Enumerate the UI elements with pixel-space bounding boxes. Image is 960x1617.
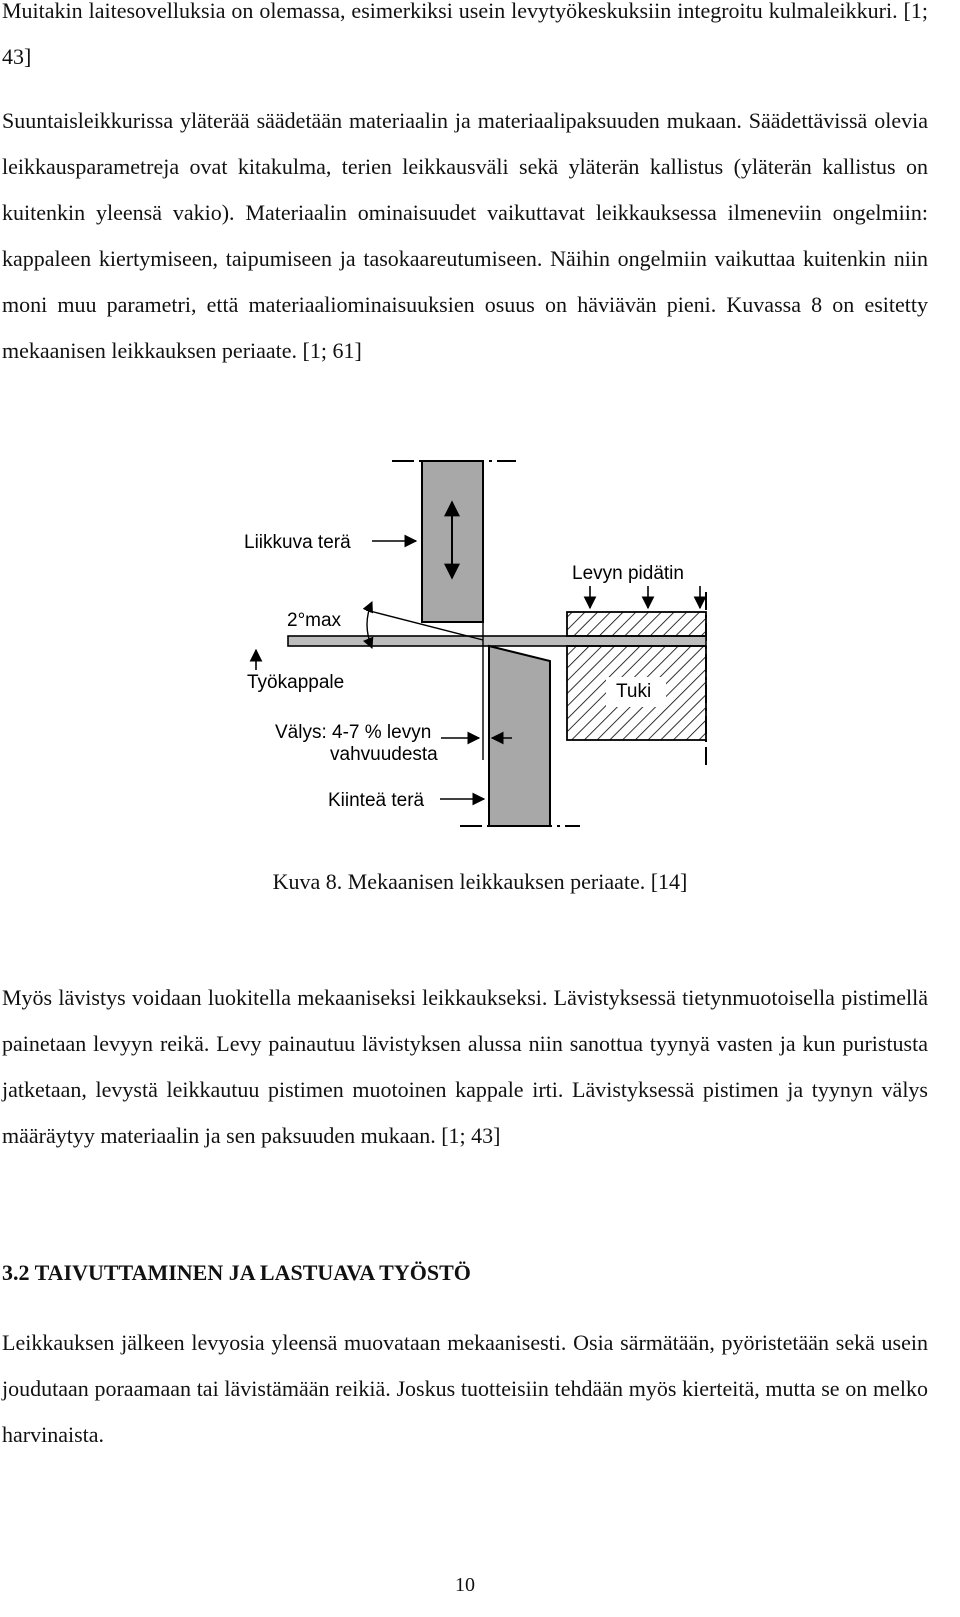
page-number: 10 bbox=[455, 1574, 475, 1596]
label-moving-blade: Liikkuva terä bbox=[244, 532, 351, 553]
label-fixed-blade: Kiinteä terä bbox=[328, 790, 425, 811]
fixed-blade-shape bbox=[489, 646, 550, 826]
figure-caption: Kuva 8. Mekaanisen leikkauksen periaate. [14] bbox=[272, 869, 688, 894]
section-heading: 3.2 TAIVUTTAMINEN JA LASTUAVA TYÖSTÖ bbox=[2, 1260, 471, 1285]
label-workpiece: Työkappale bbox=[247, 672, 345, 693]
label-sheet-holder: Levyn pidätin bbox=[572, 563, 684, 584]
paragraph-forming: Leikkauksen jälkeen levyosia yleensä muovataan mekaanisesti. Osia särmätään, pyöristetään sekä usein joudutaan poraamaan tai lävistämään reikiä. Joskus tuotteisiin tehdään myös kierteitä, mutta se on melko harvinaista. bbox=[2, 1330, 928, 1447]
shearing-figure bbox=[0, 440, 960, 840]
shearing-diagram bbox=[0, 440, 960, 840]
label-clearance-2: vahvuudesta bbox=[330, 744, 438, 765]
label-angle: 2°max bbox=[287, 610, 342, 631]
label-clearance-1: Välys: 4-7 % levyn bbox=[275, 722, 432, 743]
sheet-shape bbox=[288, 636, 706, 646]
paragraph-punching: Myös lävistys voidaan luokitella mekaaniseksi leikkaukseksi. Lävistyksessä tietynmuotoisella pistimellä painetaan levyyn reikä. Levy painautuu lävistyksen alussa niin sanottua tyynyä vasten ja kun puristusta jatketaan, levystä leikkautuu pistimen muotoinen kappale irti. Lävistyksessä pistimen ja tyynyn välys määräytyy materiaalin ja sen paksuuden mukaan. [1; 43] bbox=[2, 985, 928, 1148]
sheet-holder-shape bbox=[567, 612, 706, 636]
paragraph-shearing: Suuntaisleikkurissa yläterää säädetään materiaalin ja materiaalipaksuuden mukaan. Säädettävissä olevia leikkausparametreja ovat kitakulma, terien leikkausväli sekä yläterän kallistus (yläterän kallistus on kuitenkin yleensä vakio). Materiaalin ominaisuudet vaikuttavat leikkauksessa ilmeneviin ongelmiin: kappaleen kiertymiseen, taipumiseen ja tasokaareutumiseen. Näihin ongelmiin vaikuttaa kuitenkin niin moni muu parametri, että materiaaliominaisuuksien osuus on häviävän pieni. Kuvassa 8 on esitetty mekaanisen leikkauksen periaate. [1; 61] bbox=[2, 108, 928, 363]
paragraph-intro: Muitakin laitesovelluksia on olemassa, esimerkiksi usein levytyökeskuksiin integroitu kulmaleikkuri. [1; 43] bbox=[2, 0, 928, 69]
label-support: Tuki bbox=[616, 681, 652, 702]
